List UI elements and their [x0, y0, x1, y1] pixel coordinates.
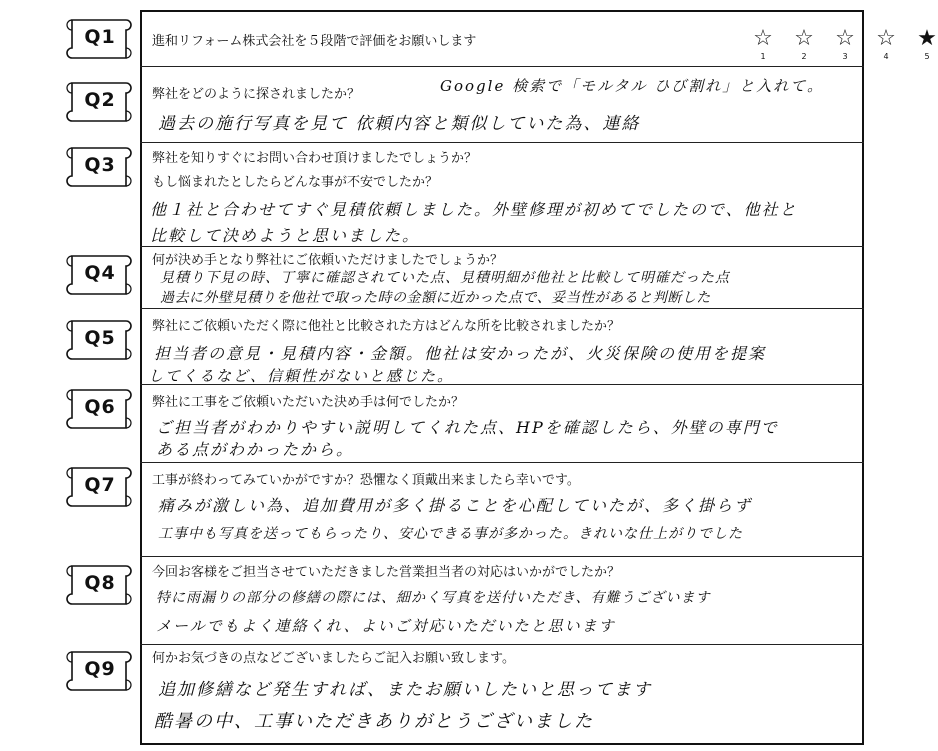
q8-row [140, 556, 864, 644]
q1-tag [66, 14, 134, 64]
q2-answer-line-1: Google 検索で「モルタル ひび割れ」と入れて。 [440, 77, 824, 95]
rating-stars [752, 28, 938, 62]
q6-answer-line-1: ご担当者がわかりやすい説明してくれた点、HPを確認したら、外壁の専門で [156, 418, 779, 437]
q4-row [140, 246, 864, 308]
q6-tag [66, 384, 134, 434]
q2-row [140, 66, 864, 142]
q2-label: Q2 [84, 89, 116, 111]
q5-question: 弊社にご依頼いただく際に他社と比較された方はどんな所を比較されましたか？ [152, 319, 621, 334]
q4-label: Q4 [84, 262, 116, 284]
q5-answer-line-1: 担当者の意見・見積内容・金額。他社は安かったが、火災保険の使用を提案 [154, 344, 767, 363]
q2-question: 弊社をどのように探されましたか？ [152, 87, 361, 102]
q4-tag [66, 250, 134, 300]
q7-answer-line-1: 痛みが激しい為、追加費用が多く掛ることを心配していたが、多く掛らず [158, 496, 753, 515]
star-5: ★ 5 [917, 26, 937, 61]
q9-answer-line-2: 酷暑の中、工事いただきありがとうございました [154, 711, 594, 732]
q8-label: Q8 [84, 572, 116, 594]
q8-question: 今回お客様をご担当させていただきました営業担当者の対応はいかがでしたか？ [152, 565, 621, 580]
q1-label: Q1 [84, 26, 116, 48]
q1-question: 進和リフォーム株式会社を５段階で評価をお願いします [152, 34, 477, 49]
q3-answer-line-1: 他１社と合わせてすぐ見積依頼しました。外壁修理が初めてでしたので、他社と [150, 200, 798, 219]
q8-tag [66, 560, 134, 610]
q4-answer-line-1: 見積り下見の時、丁寧に確認されていた点、見積明細が他社と比較して明確だった点 [160, 270, 730, 286]
q6-answer-line-2: ある点がわかったから。 [156, 440, 355, 459]
star-4: ☆ 4 [876, 26, 896, 61]
q3-question-line-1: 弊社を知りすぐにお問い合わせ頂けましたでしょうか？ [152, 151, 478, 166]
q9-label: Q9 [84, 658, 116, 680]
q5-label: Q5 [84, 327, 116, 349]
star-filled-icon: ★ [917, 26, 937, 51]
q6-label: Q6 [84, 396, 116, 418]
q8-answer-line-1: 特に雨漏りの部分の修繕の際には、細かく写真を送付いただき、有難うございます [156, 590, 711, 606]
q3-tag [66, 142, 134, 192]
q7-tag [66, 462, 134, 512]
q7-question: 工事が終わってみていかがですか？恐懼なく頂戴出来ましたら幸いです。 [152, 473, 580, 488]
q2-answer-line-2: 過去の施行写真を見て 依頼内容と類似していた為、連絡 [158, 114, 641, 134]
q4-question: 何が決め手となり弊社にご依頼いただけましたでしょうか？ [152, 253, 504, 268]
q6-row [140, 384, 864, 462]
q9-row [140, 644, 864, 745]
q1-row [140, 10, 937, 66]
q7-row [140, 462, 864, 556]
q9-answer-line-1: 追加修繕など発生すれば、またお願いしたいと思ってます [158, 680, 652, 700]
star-3: ☆ 3 [835, 26, 855, 61]
q5-answer-line-2: してくるなど、信頼性がないと感じた。 [148, 367, 455, 385]
star-1: ☆ 1 [753, 26, 773, 61]
q4-answer-line-2: 過去に外壁見積りを他社で取った時の金額に近かった点で、妥当性があると判断した [160, 290, 711, 306]
q9-question: 何かお気づきの点などございましたらご記入お願い致します。 [152, 651, 515, 666]
q3-answer-line-2: 比較して決めようと思いました。 [150, 226, 421, 245]
q7-answer-line-2: 工事中も写真を送ってもらったり、安心できる事が多かった。きれいな仕上がりでした [158, 526, 743, 542]
q3-question-line-2: もし悩まれたとしたらどんな事が不安でしたか？ [152, 175, 439, 190]
q9-tag [66, 646, 134, 696]
q8-answer-line-2: メールでもよく連絡くれ、よいご対応いただいたと思います [156, 617, 616, 635]
q3-row [140, 142, 864, 246]
q7-label: Q7 [84, 474, 116, 496]
q3-label: Q3 [84, 154, 116, 176]
q2-tag [66, 77, 134, 127]
star-2: ☆ 2 [794, 26, 814, 61]
q5-tag [66, 315, 134, 365]
q5-row [140, 308, 864, 384]
q6-question: 弊社に工事をご依頼いただいた決め手は何でしたか？ [152, 395, 465, 410]
